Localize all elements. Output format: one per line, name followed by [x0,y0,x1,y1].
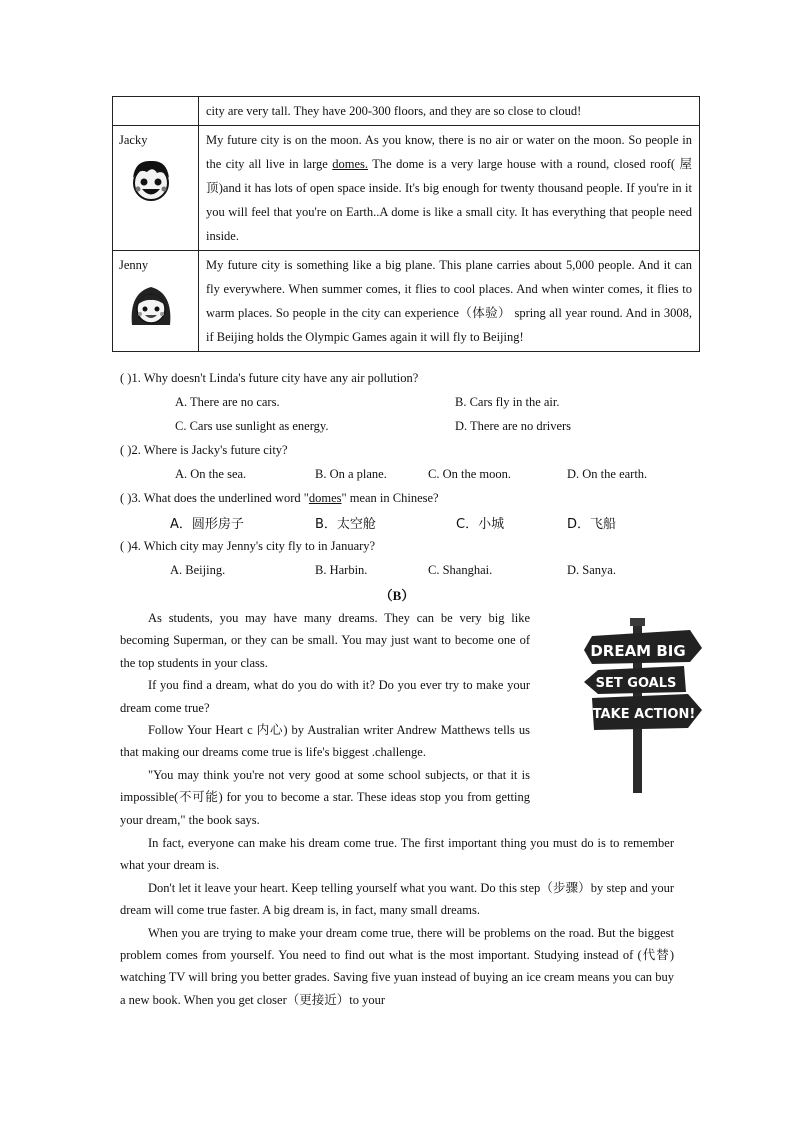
q2-option-d: D. On the earth. [567,467,648,481]
section-b-heading: （B） [379,588,415,603]
jacky-name: Jacky [119,133,148,147]
q3-stem-end: " mean in Chinese? [341,491,439,505]
passage-paragraph: When you are trying to make your dream come true, there will be problems on the road. But the biggest problem comes from yourself. You need to find out what is the most important. Studying instead of (代替) watching TV will bring you better grades. Saving five yuan instead of buying an ice cream means you can buy a new book. When you get closer（更接近）to your [120,925,674,1007]
passage-paragraph: "You may think you're not very good at some school subjects, or that it is impossible(不可能) for you to become a star. These ideas stop you from getting your dream," the book says. [120,767,530,827]
linda-text-tail: city are very tall. They have 200-300 floors, and they are so close to cloud! [199,97,700,126]
q1-option-a: A. There are no cars. [175,395,280,409]
sign-text-set-goals: SET GOALS [595,676,677,691]
girl-face-icon [127,281,175,331]
q2-option-c: C. On the moon. [428,467,511,481]
passage-paragraph: Don't let it leave your heart. Keep telling yourself what you want. Do this step（步骤）by step and your dream will come true faster. A big dream is, in fact, many small dreams. [120,880,674,918]
question-3 [120,491,439,506]
q3-option-b: B．太空舱 [315,517,376,532]
q4-option-b: B. Harbin. [315,563,368,577]
signpost-illustration [578,618,708,793]
q3-option-d: D．飞船 [567,517,617,532]
passage-body [120,832,674,1011]
passage-paragraph: Follow Your Heart c 内心) by Australian writer Andrew Matthews tells us that making our dreams come true is life's biggest .challenge. [120,723,530,760]
question-2: ( )2. Where is Jacky's future city? [120,443,288,457]
q4-option-c: C. Shanghai. [428,563,493,577]
passage-paragraph: If you find a dream, what do you do with it? Do you ever try to make your dream come true? [120,678,530,715]
q4-option-d: D. Sanya. [567,563,616,577]
boy-face-icon [127,156,175,204]
q2-option-b: B. On a plane. [315,467,387,481]
q1-option-d: D. There are no drivers [455,419,572,433]
q2-option-a: A. On the sea. [175,467,247,481]
jacky-text: My future city is on the moon. As you know, there is no air or water on the moon. So people in the city all live in large [206,133,692,171]
passage-intro [120,607,530,831]
jenny-name: Jenny [119,258,149,272]
table-row [113,126,700,251]
table-row [113,97,700,126]
underlined-domes: domes. [332,157,369,171]
question-1: ( )1. Why doesn't Linda's future city have any air pollution? [120,371,419,385]
table-row [113,251,700,352]
jacky-description [199,126,700,251]
table-cell-empty [113,97,199,126]
passage-paragraph: As students, you may have many dreams. They can be very big like becoming Superman, or they can be small. You may just want to become one of the top students in your class. [120,611,530,670]
sign-text-dream-big: DREAM BIG [590,642,686,660]
question-4: ( )4. Which city may Jenny's city fly to in January? [120,539,376,553]
q3-underlined-word: domes [308,491,342,505]
q3-option-a: A．圆形房子 [170,517,244,532]
q4-option-a: A. Beijing. [170,563,226,577]
passage-paragraph: In fact, everyone can make his dream come true. The first important thing you must do is to remember what your dream is. [120,836,674,873]
sign-text-take-action: TAKE ACTION! [592,707,696,722]
q3-stem: ( )3. What does the underlined word " [120,491,309,505]
future-city-table [112,96,700,352]
jacky-cell [113,126,199,251]
jenny-cell [113,251,199,352]
q3-option-c: C．小城 [456,517,505,532]
jenny-description: My future city is something like a big plane. This plane carries about 5,000 people. And it can fly everywhere. When summer comes, it flies to cool places. And when winter comes, it flies to warm places. So people in the city can experience（体验） spring all year round. And in 3008, if Beijing holds the Olympic Games again it will fly to Beijing! [199,251,700,352]
q1-option-b: B. Cars fly in the air. [455,395,560,409]
jacky-text-rest: The dome is a very large house with a round, closed roof( 屋顶)and it has lots of open space inside. It's big enough for twenty thousand people. If you're in it you will feel that you're on Earth..A dome is like a small city. It has everything that people need inside. [206,157,692,243]
q1-option-c: C. Cars use sunlight as energy. [175,419,329,433]
